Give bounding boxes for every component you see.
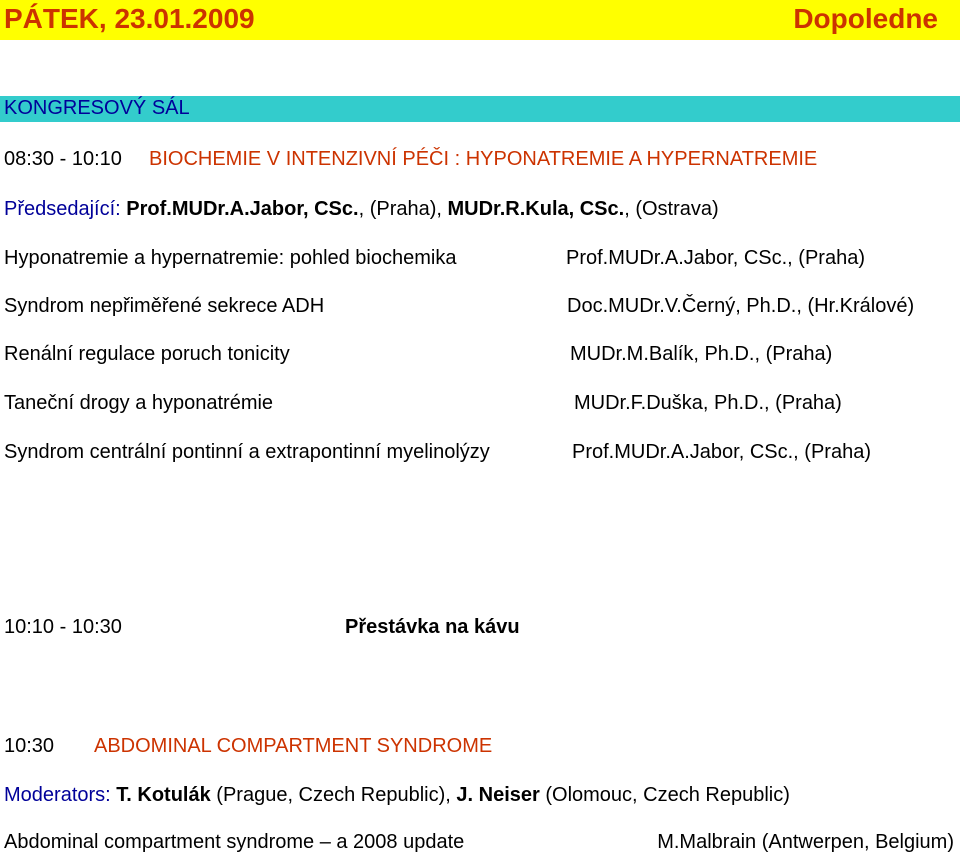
talk3-speaker: MUDr.M.Balík, Ph.D., (Praha) [570,343,833,365]
session1-title: BIOCHEMIE V INTENZIVNÍ PÉČI : HYPONATREMIE A HYPERNATREMIE [149,148,818,170]
moderator1-name: T. Kotulák [116,784,211,806]
chair1-name: Prof.MUDr.A.Jabor, CSc. [126,198,359,220]
moderator2-place: (Olomouc, Czech Republic) [539,784,790,806]
moderator1-place: (Prague, Czech Republic), [210,784,451,806]
talk3-title: Renální regulace poruch tonicity [4,343,290,365]
session2-time: 10:30 [4,735,55,757]
moderator2-name: J. Neiser [456,784,540,806]
talk2-speaker: Doc.MUDr.V.Černý, Ph.D., (Hr.Králové) [567,295,915,317]
chairs-label: Předsedající: [4,198,121,220]
talk5-title: Syndrom centrální pontinní a extrapontinní myelinolýzy [4,441,490,463]
session2-moderators [4,784,790,807]
break-label: Přestávka na kávu [345,616,520,638]
session1-chairs [4,198,719,221]
talk4-title: Taneční drogy a hyponatrémie [4,392,274,414]
chair2-name: MUDr.R.Kula, CSc. [447,198,625,220]
hall-name: KONGRESOVÝ SÁL [4,97,190,119]
moderators-label: Moderators: [4,784,111,806]
talk1-title: Hyponatremie a hypernatremie: pohled biochemika [4,247,457,269]
session2-talk-speaker: M.Malbrain (Antwerpen, Belgium) [657,831,954,853]
talk5-speaker: Prof.MUDr.A.Jabor, CSc., (Praha) [572,441,871,463]
talk2-title: Syndrom nepřiměřené sekrece ADH [4,295,325,317]
header-date: PÁTEK, 23.01.2009 [4,3,255,34]
session2-talk-title: Abdominal compartment syndrome – a 2008 update [4,831,465,853]
chair2-city: , (Ostrava) [624,198,719,220]
talk4-speaker: MUDr.F.Duška, Ph.D., (Praha) [574,392,842,414]
session2-title: ABDOMINAL COMPARTMENT SYNDROME [94,735,493,757]
session1-time: 08:30 - 10:10 [4,148,122,170]
header-period: Dopoledne [793,3,938,34]
break-time: 10:10 - 10:30 [4,616,122,638]
chair1-city: , (Praha), [358,198,442,220]
talk1-speaker: Prof.MUDr.A.Jabor, CSc., (Praha) [566,247,865,269]
